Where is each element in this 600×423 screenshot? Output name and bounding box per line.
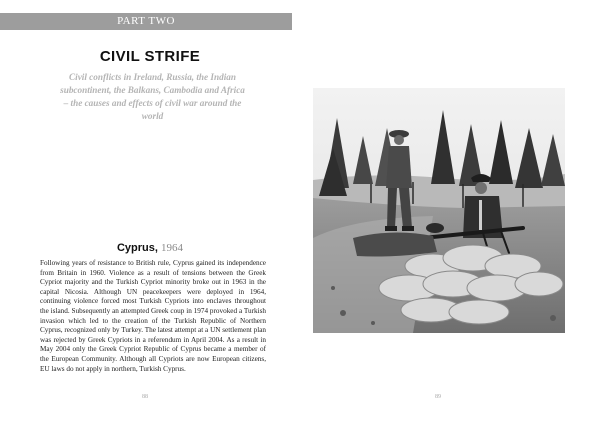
page-number-right: 89	[435, 394, 441, 400]
section-heading	[0, 242, 300, 254]
section-name: Cyprus,	[116, 242, 158, 254]
chapter-subtitle: Civil conflicts in Ireland, Russia, the Indian subcontinent, the Balkans, Cambodia and Africa – the causes and effects of civil war around the world	[60, 72, 245, 121]
right-page	[300, 0, 600, 423]
section-year: 1964	[161, 242, 184, 254]
body-paragraph: Following years of resistance to British rule, Cyprus gained its independence from Britain in 1960. Violence as a result of tensions between the Greek Cypriot majority and the Turkish Cypriot minority broke out in 1963 in the capital Nicosia. Although UN peacekeepers were deployed in 1964, continuing violence forced most Turkish Cypriots into enclaves throughout the island. Subsequently an attempted Greek coup in 1974 provoked a Turkish invasion which led to the creation of the Turkish Republic of Northern Cyprus, recognized only by Turkey. The latest attempt at a UN settlement plan was rejected by Greek Cypriots in a referendum in April 2004. As a result in May 2004 only the Greek Cypriot Republic of Cyprus became a member of the European Community. Although all Cypriots are now European citizens, EU laws do not apply in northern, Turkish Cyprus.	[40, 259, 266, 373]
chapter-title: CIVIL STRIFE	[99, 48, 201, 65]
cyprus-photo	[313, 88, 565, 333]
photo-illustration	[313, 88, 565, 333]
part-banner: PART TWO	[0, 13, 292, 30]
page-number-left: 88	[142, 394, 148, 400]
